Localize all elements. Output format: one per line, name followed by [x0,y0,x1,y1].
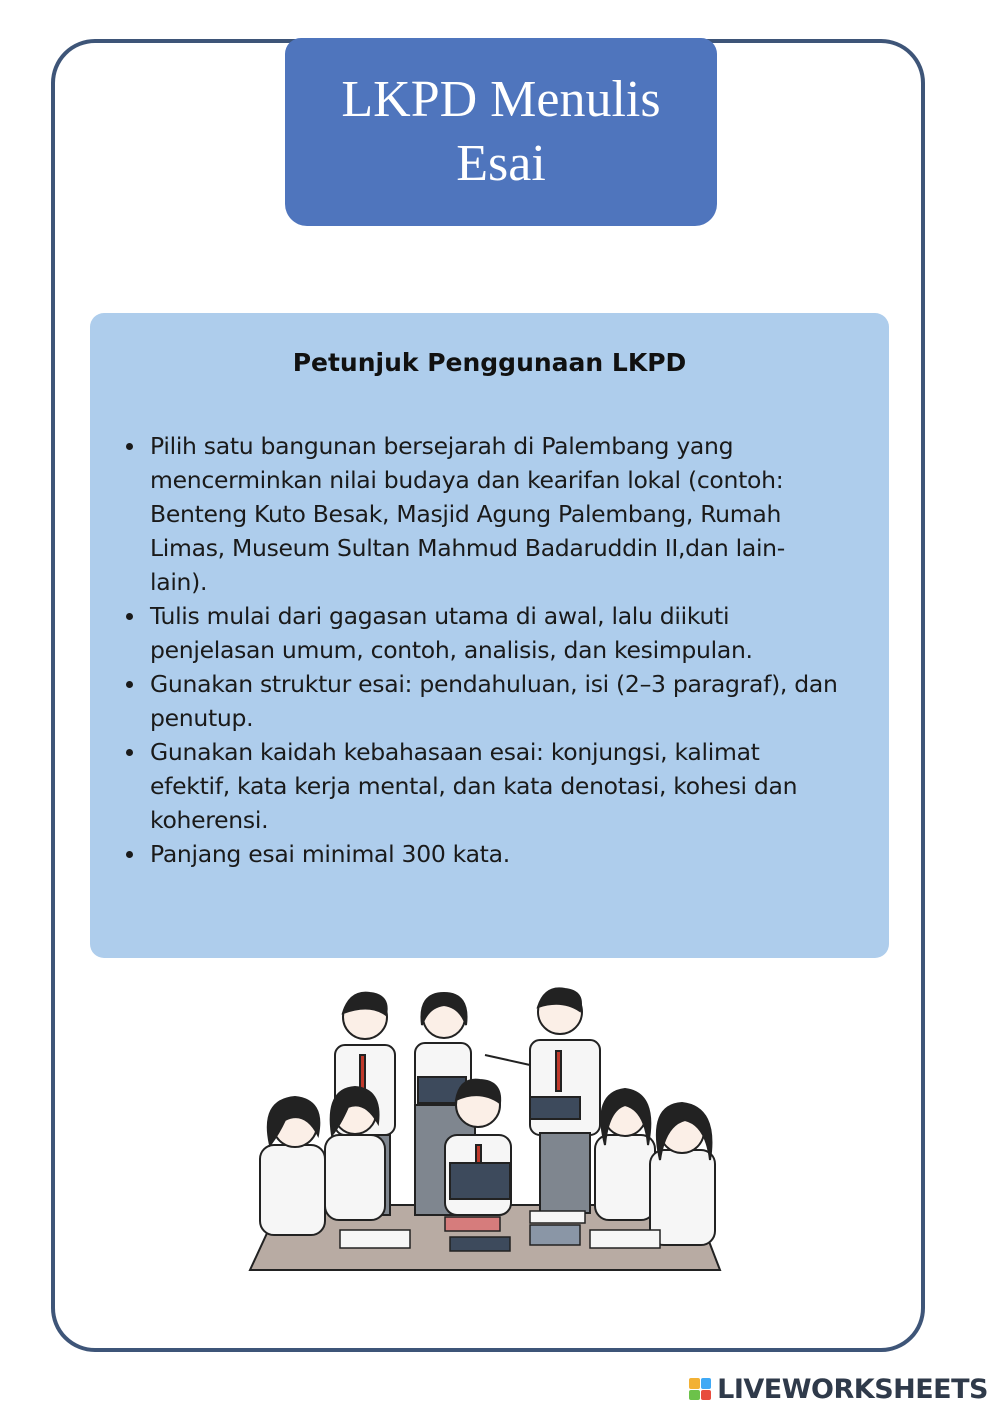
students-studying-illustration [240,985,730,1275]
brand-watermark [689,1374,988,1404]
list-item: Panjang esai minimal 300 kata. [150,837,839,871]
instructions-list [120,429,839,871]
list-item: Gunakan struktur esai: pendahuluan, isi (2–3 paragraf), dan penutup. [150,667,839,735]
list-item: Gunakan kaidah kebahasaan esai: konjungsi, kalimat efektif, kata kerja mental, dan kata denotasi, kohesi dan koherensi. [150,735,839,837]
list-item: Pilih satu bangunan bersejarah di Palembang yang mencerminkan nilai budaya dan kearifan lokal (contoh: Benteng Kuto Besak, Masjid Agung Palembang, Rumah Limas, Museum Sultan Mahmud Badaruddin II,dan lain-lain). [150,429,839,599]
instructions-panel [90,313,889,958]
list-item: Tulis mulai dari gagasan utama di awal, lalu diikuti penjelasan umum, contoh, analisis, dan kesimpulan. [150,599,839,667]
title-box [285,38,717,226]
page-title: LKPD Menulis Esai [341,71,661,192]
liveworksheets-logo-icon [689,1378,711,1400]
instructions-heading: Petunjuk Penggunaan LKPD [292,348,687,377]
brand-name: LIVEWORKSHEETS [717,1373,988,1405]
